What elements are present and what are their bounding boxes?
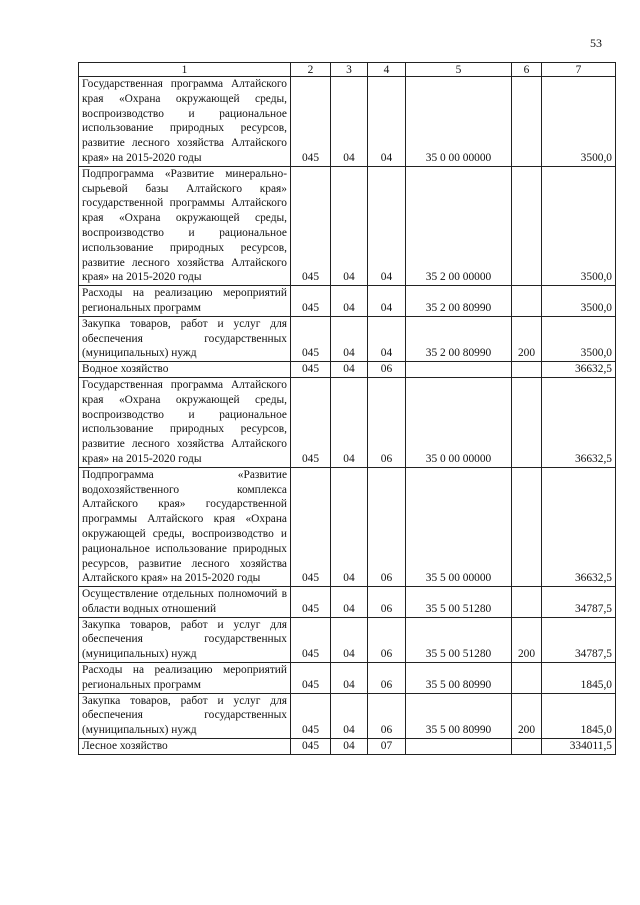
target-article-cell: 35 5 00 80990 (406, 663, 512, 694)
row-name-cell: Водное хозяйство (79, 362, 291, 378)
admin-code-cell: 045 (291, 739, 331, 755)
column-header: 3 (331, 63, 368, 77)
row-name-cell: Государственная программа Алтайского края «Охрана окружающей среды, воспроизводство и рациональное использование природных ресурсов, развитие лесного хозяйства Алтайского края» на 2015-2020 годы (79, 77, 291, 167)
table-row (79, 166, 616, 285)
section-cell: 04 (331, 739, 368, 755)
page-number: 53 (590, 36, 602, 50)
section-cell: 04 (331, 377, 368, 467)
amount-cell: 34787,5 (542, 587, 616, 618)
column-header: 6 (512, 63, 542, 77)
amount-cell: 36632,5 (542, 377, 616, 467)
amount-cell: 34787,5 (542, 617, 616, 662)
subsection-cell: 04 (368, 286, 406, 317)
table-row (79, 286, 616, 317)
target-article-cell: 35 2 00 80990 (406, 316, 512, 361)
expense-type-cell (512, 377, 542, 467)
subsection-cell: 06 (368, 467, 406, 586)
amount-cell: 1845,0 (542, 663, 616, 694)
expense-type-cell: 200 (512, 316, 542, 361)
amount-cell: 3500,0 (542, 316, 616, 361)
target-article-cell: 35 2 00 00000 (406, 166, 512, 285)
table-row (79, 739, 616, 755)
row-name-cell: Подпрограмма «Развитие минерально-сырьевой базы Алтайского края» государственной программы Алтайского края «Охрана окружающей среды, воспроизводство и рациональное использование природных ресурсов, развитие лесного хозяйства Алтайского края» на 2015-2020 годы (79, 166, 291, 285)
expense-type-cell (512, 286, 542, 317)
column-header: 5 (406, 63, 512, 77)
admin-code-cell: 045 (291, 77, 331, 167)
admin-code-cell: 045 (291, 166, 331, 285)
subsection-cell: 06 (368, 663, 406, 694)
subsection-cell: 06 (368, 693, 406, 738)
table-row (79, 362, 616, 378)
row-name-cell: Государственная программа Алтайского края «Охрана окружающей среды, воспроизводство и рациональное использование природных ресурсов, развитие лесного хозяйства Алтайского края» на 2015-2020 годы (79, 377, 291, 467)
target-article-cell: 35 5 00 51280 (406, 617, 512, 662)
amount-cell: 36632,5 (542, 362, 616, 378)
row-name-cell: Лесное хозяйство (79, 739, 291, 755)
header-row (79, 63, 616, 77)
target-article-cell (406, 739, 512, 755)
amount-cell: 3500,0 (542, 286, 616, 317)
amount-cell: 36632,5 (542, 467, 616, 586)
table-row (79, 377, 616, 467)
row-name-cell: Осуществление отдельных полномочий в области водных отношений (79, 587, 291, 618)
table-row (79, 663, 616, 694)
expense-type-cell (512, 362, 542, 378)
table-row (79, 617, 616, 662)
admin-code-cell: 045 (291, 663, 331, 694)
row-name-cell: Закупка товаров, работ и услуг для обеспечения государственных (муниципальных) нужд (79, 693, 291, 738)
admin-code-cell: 045 (291, 286, 331, 317)
expense-type-cell (512, 467, 542, 586)
section-cell: 04 (331, 77, 368, 167)
table-row (79, 467, 616, 586)
amount-cell: 1845,0 (542, 693, 616, 738)
target-article-cell: 35 5 00 80990 (406, 693, 512, 738)
expense-type-cell (512, 77, 542, 167)
subsection-cell: 04 (368, 316, 406, 361)
subsection-cell: 06 (368, 617, 406, 662)
target-article-cell: 35 0 00 00000 (406, 377, 512, 467)
target-article-cell: 35 2 00 80990 (406, 286, 512, 317)
row-name-cell: Расходы на реализацию мероприятий региональных программ (79, 663, 291, 694)
section-cell: 04 (331, 467, 368, 586)
column-header: 7 (542, 63, 616, 77)
column-header: 4 (368, 63, 406, 77)
admin-code-cell: 045 (291, 693, 331, 738)
admin-code-cell: 045 (291, 617, 331, 662)
table-row (79, 587, 616, 618)
amount-cell: 3500,0 (542, 166, 616, 285)
target-article-cell: 35 5 00 51280 (406, 587, 512, 618)
target-article-cell: 35 5 00 00000 (406, 467, 512, 586)
section-cell: 04 (331, 617, 368, 662)
target-article-cell: 35 0 00 00000 (406, 77, 512, 167)
section-cell: 04 (331, 663, 368, 694)
amount-cell: 334011,5 (542, 739, 616, 755)
table-row (79, 77, 616, 167)
table-row (79, 316, 616, 361)
admin-code-cell: 045 (291, 362, 331, 378)
row-name-cell: Закупка товаров, работ и услуг для обеспечения государственных (муниципальных) нужд (79, 316, 291, 361)
subsection-cell: 06 (368, 362, 406, 378)
subsection-cell: 04 (368, 166, 406, 285)
table-row (79, 693, 616, 738)
admin-code-cell: 045 (291, 377, 331, 467)
target-article-cell (406, 362, 512, 378)
amount-cell: 3500,0 (542, 77, 616, 167)
column-header: 1 (79, 63, 291, 77)
expense-type-cell (512, 166, 542, 285)
expense-type-cell (512, 587, 542, 618)
subsection-cell: 04 (368, 77, 406, 167)
admin-code-cell: 045 (291, 467, 331, 586)
column-header: 2 (291, 63, 331, 77)
expense-type-cell: 200 (512, 693, 542, 738)
subsection-cell: 06 (368, 377, 406, 467)
section-cell: 04 (331, 362, 368, 378)
subsection-cell: 06 (368, 587, 406, 618)
admin-code-cell: 045 (291, 316, 331, 361)
section-cell: 04 (331, 286, 368, 317)
admin-code-cell: 045 (291, 587, 331, 618)
section-cell: 04 (331, 316, 368, 361)
expense-type-cell (512, 663, 542, 694)
row-name-cell: Расходы на реализацию мероприятий региональных программ (79, 286, 291, 317)
row-name-cell: Закупка товаров, работ и услуг для обеспечения государственных (муниципальных) нужд (79, 617, 291, 662)
section-cell: 04 (331, 693, 368, 738)
expense-type-cell (512, 739, 542, 755)
section-cell: 04 (331, 587, 368, 618)
expense-type-cell: 200 (512, 617, 542, 662)
subsection-cell: 07 (368, 739, 406, 755)
section-cell: 04 (331, 166, 368, 285)
row-name-cell: Подпрограмма «Развитие водохозяйственного комплекса Алтайского края» государственной программы Алтайского края «Охрана окружающей среды, воспроизводство и рациональное использование природных ресурсов, развитие лесного хозяйства Алтайского края» на 2015-2020 годы (79, 467, 291, 586)
budget-table (78, 62, 616, 755)
